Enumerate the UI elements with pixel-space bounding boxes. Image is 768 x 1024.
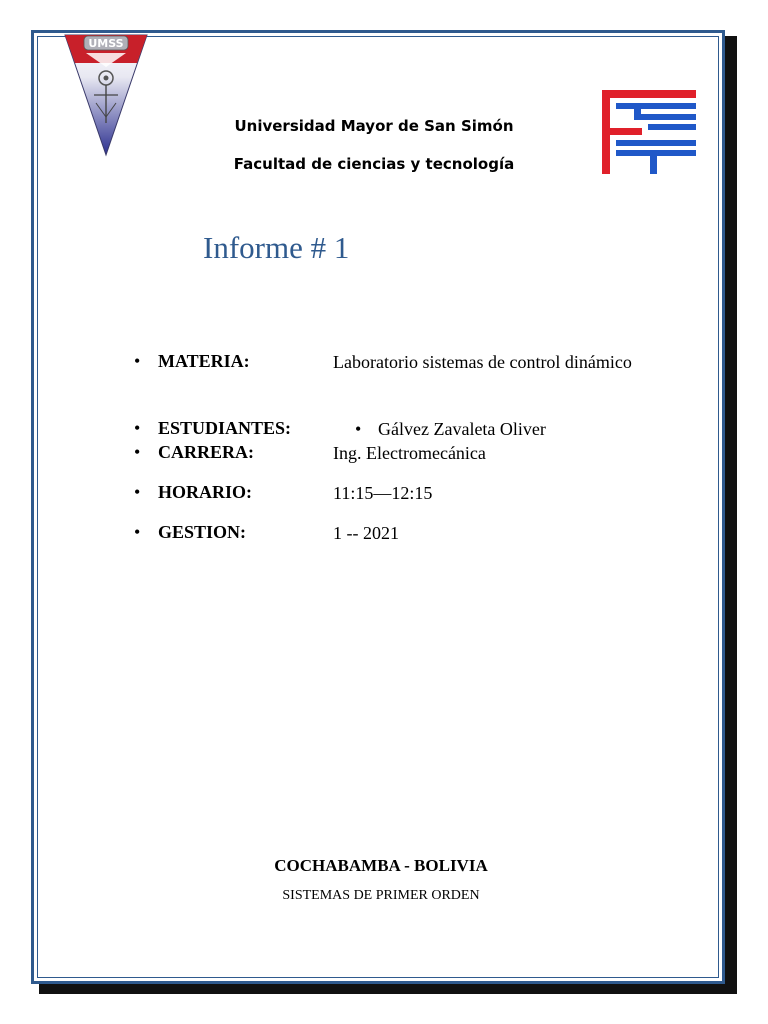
- university-name: Universidad Mayor de San Simón: [234, 117, 514, 135]
- report-title: Informe # 1: [203, 230, 350, 265]
- page-border-inner: [37, 36, 719, 978]
- umss-logo-text: UMSS: [88, 37, 124, 50]
- student-name: • Gálvez Zavaleta Oliver: [333, 419, 546, 439]
- footer-topic: SISTEMAS DE PRIMER ORDEN: [282, 888, 480, 903]
- faculty-name: Facultad de ciencias y tecnología: [233, 155, 515, 173]
- horario-label: • HORARIO:: [134, 482, 252, 503]
- students-list: [333, 418, 655, 441]
- materia-value: Laboratorio sistemas de control dinámico: [333, 352, 632, 372]
- carrera-value: Ing. Electromecánica: [333, 443, 486, 463]
- gestion-label: • GESTION:: [134, 522, 246, 543]
- gestion-value: 1 -- 2021: [333, 523, 399, 543]
- fcyt-logo: [600, 88, 696, 176]
- materia-label: • MATERIA:: [134, 351, 250, 372]
- horario-value: 11:15—12:15: [333, 483, 433, 503]
- carrera-label: • CARRERA:: [134, 442, 254, 463]
- footer-city: COCHABAMBA - BOLIVIA: [274, 856, 488, 875]
- umss-logo: [64, 33, 148, 157]
- estudiantes-label: • ESTUDIANTES:: [134, 418, 291, 439]
